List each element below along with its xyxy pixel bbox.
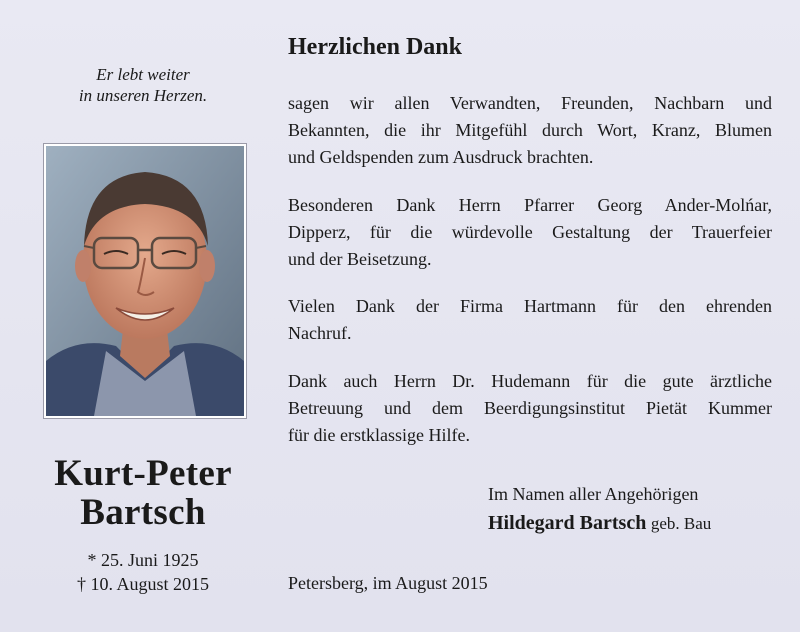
thanks-paragraph: [288, 90, 772, 171]
life-dates: [28, 548, 258, 596]
place-date: Petersberg, im August 2015: [288, 573, 488, 593]
notice-heading: Herzlichen Dank: [288, 34, 462, 60]
portrait-photo-icon: [46, 146, 244, 416]
text-line: Dipperz, für die würdevolle Gestaltung der Trauerfeier: [288, 222, 772, 242]
motto-line: in unseren Herzen.: [78, 86, 208, 105]
birth-date: * 25. Juni 1925: [87, 550, 199, 570]
text-line: und der Beisetzung.: [288, 249, 432, 269]
text-line: und Geldspenden zum Ausdruck brachten.: [288, 147, 594, 167]
signer-maiden-name: geb. Bau: [650, 514, 712, 533]
text-line: Dank auch Herrn Dr. Hudemann für die gute ärztliche: [288, 371, 772, 391]
deceased-last-name: Bartsch: [80, 492, 206, 533]
deceased-name: [28, 454, 258, 532]
text-line: Nachruf.: [288, 323, 352, 343]
motto-line: Er lebt weiter: [96, 65, 190, 84]
text-line: Betreuung und dem Beerdigungsinstitut Pietät Kummer: [288, 398, 772, 418]
text-line: Bekannten, die ihr Mitgefühl durch Wort, Kranz, Blumen: [288, 120, 772, 140]
thanks-paragraph: [288, 368, 772, 449]
text-line: Vielen Dank der Firma Hartmann für den ehrenden: [288, 296, 772, 316]
portrait-photo: [44, 144, 246, 418]
text-line: Besonderen Dank Herrn Pfarrer Georg Ander-Molńar,: [288, 195, 772, 215]
thanks-paragraph: [288, 192, 772, 273]
signer-name: Hildegard Bartsch: [488, 512, 647, 534]
deceased-first-name: Kurt-Peter: [54, 453, 232, 494]
death-date: † 10. August 2015: [76, 574, 209, 594]
signer-line: [488, 509, 772, 538]
signature-intro: Im Namen aller Angehörigen: [488, 484, 699, 504]
text-line: für die erstklassige Hilfe.: [288, 425, 470, 445]
thanks-paragraph: [288, 293, 772, 347]
motto: [28, 64, 258, 106]
text-line: sagen wir allen Verwandten, Freunden, Nachbarn und: [288, 93, 772, 113]
signature-block: [488, 480, 772, 538]
